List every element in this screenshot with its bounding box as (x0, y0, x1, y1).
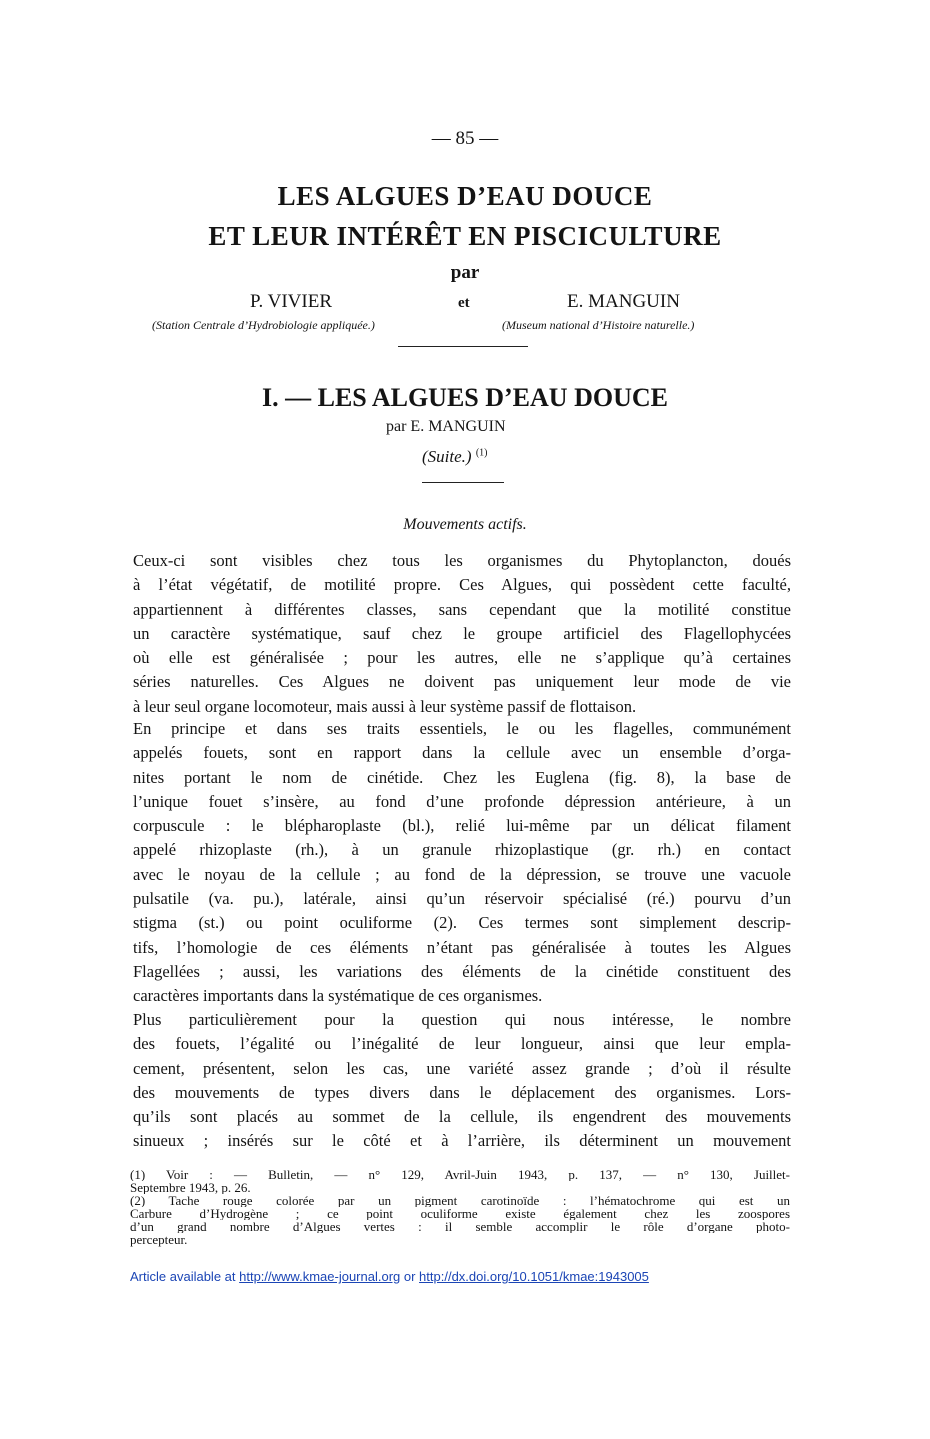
by-label: par (450, 262, 480, 283)
author-affiliation-vivier: (Station Centrale d’Hydrobiologie appliquée.) (152, 318, 375, 332)
section-continuation (422, 447, 488, 467)
article-title-line-1: LES ALGUES D’EAU DOUCE (277, 181, 653, 211)
text-line: l’unique fouet s’insère, au fond d’une profonde dépression antérieure, à un (133, 791, 791, 811)
paragraph-2 (133, 717, 791, 1009)
paragraph-3 (133, 1008, 791, 1154)
availability-middle: or (400, 1269, 420, 1284)
footnote-line: (1) Voir : — Bulletin, — n° 129, Avril-Juin 1943, p. 137, — n° 130, Juillet- (130, 1168, 790, 1182)
availability-notice (130, 1269, 649, 1284)
text-line: à l’état végétatif, de motilité propre. Ces Algues, qui possèdent cette faculté, (133, 575, 791, 595)
header-divider (398, 346, 528, 347)
paragraph-1 (133, 549, 791, 719)
page-number: — 85 — (431, 128, 499, 149)
text-line: tifs, l’homologie de ces éléments n’étant pas généralisée à toutes les Algues (133, 937, 791, 957)
section-divider (422, 482, 504, 483)
text-line: nites portant le nom de cinétide. Chez les Euglena (fig. 8), la base de (133, 767, 791, 787)
footnotes (130, 1168, 790, 1247)
doi-link[interactable]: http://dx.doi.org/10.1051/kmae:1943005 (419, 1269, 649, 1284)
text-line: qu’ils sont placés au sommet de la cellule, ils engendrent des mouvements (133, 1107, 791, 1127)
text-line: avec le noyau de la cellule ; au fond de la dépression, se trouve une vacuole (133, 864, 791, 884)
text-line: En principe et dans ses traits essentiels, le ou les flagelles, communément (133, 719, 791, 738)
text-line: séries naturelles. Ces Algues ne doivent pas uniquement leur mode de vie (133, 672, 791, 692)
text-line: stigma (st.) ou point oculiforme (2). Ces termes sont simplement descrip- (133, 913, 791, 933)
author-conjunction: et (458, 295, 470, 311)
section-title: I. — LES ALGUES D’EAU DOUCE (262, 383, 668, 412)
text-line: des fouets, l’égalité ou l’inégalité de leur longueur, ainsi que leur empla- (133, 1034, 791, 1054)
footnote-line: Carbure d’Hydrogène ; ce point oculiforme existe également chez les zoospores (130, 1207, 790, 1221)
text-line: appelé rhizoplaste (rh.), à un granule rhizoplastique (gr. rh.) en contact (133, 840, 791, 860)
text-line: corpuscule : le blépharoplaste (bl.), relié lui-même par un délicat filament (133, 816, 791, 836)
footnote-line: Septembre 1943, p. 26. (130, 1181, 251, 1195)
footnote-line: percepteur. (130, 1233, 188, 1247)
article-title-line-2: ET LEUR INTÉRÊT EN PISCICULTURE (208, 221, 722, 251)
text-line: appelés fouets, sont en rapport dans la cellule avec un ensemble d’orga- (133, 743, 791, 763)
footnote-line: (2) Tache rouge colorée par un pigment carotinoïde : l’hématochrome qui est un (130, 1194, 790, 1208)
author-name-manguin: E. MANGUIN (567, 291, 680, 312)
suite-label: (Suite.) (422, 447, 472, 466)
text-line: à leur seul organe locomoteur, mais aussi à leur système passif de flottaison. (133, 696, 637, 716)
footnote-ref-1: (1) (475, 447, 488, 459)
subsection-title: Mouvements actifs. (403, 516, 527, 533)
text-line: Ceux-ci sont visibles chez tous les organismes du Phytoplancton, doués (133, 551, 791, 570)
text-line: Plus particulièrement pour la question qui nous intéresse, le nombre (133, 1010, 791, 1029)
text-line: où elle est généralisée ; pour les autres, elle ne s’applique qu’à certaines (133, 648, 791, 668)
text-line: des mouvements de types divers dans le déplacement des organismes. Lors- (133, 1082, 791, 1102)
text-line: Flagellées ; aussi, les variations des éléments de la cinétide constituent des (133, 961, 791, 981)
author-affiliation-manguin: (Museum national d’Histoire naturelle.) (502, 318, 695, 332)
text-line: caractères importants dans la systématique de ces organismes. (133, 986, 543, 1006)
text-line: cement, présentent, selon les cas, une variété assez grande ; d’où il résulte (133, 1058, 791, 1078)
text-line: sinueux ; insérés sur le côté et à l’arrière, ils déterminent un mouvement (133, 1131, 791, 1151)
footnote-line: d’un grand nombre d’Algues vertes : il semble accomplir le rôle d’organe photo- (130, 1220, 790, 1234)
author-name-vivier: P. VIVIER (250, 291, 332, 312)
text-line: pulsatile (va. pu.), latérale, ainsi qu’un réservoir spécialisé (ré.) pourvu d’un (133, 889, 791, 909)
journal-link[interactable]: http://www.kmae-journal.org (239, 1269, 401, 1284)
availability-prefix: Article available at (130, 1269, 240, 1284)
text-line: appartiennent à différentes classes, sans cependant que la motilité constitue (133, 599, 791, 619)
section-author: par E. MANGUIN (386, 418, 506, 435)
text-line: un caractère systématique, sauf chez le groupe artificiel des Flagellophycées (133, 623, 791, 643)
